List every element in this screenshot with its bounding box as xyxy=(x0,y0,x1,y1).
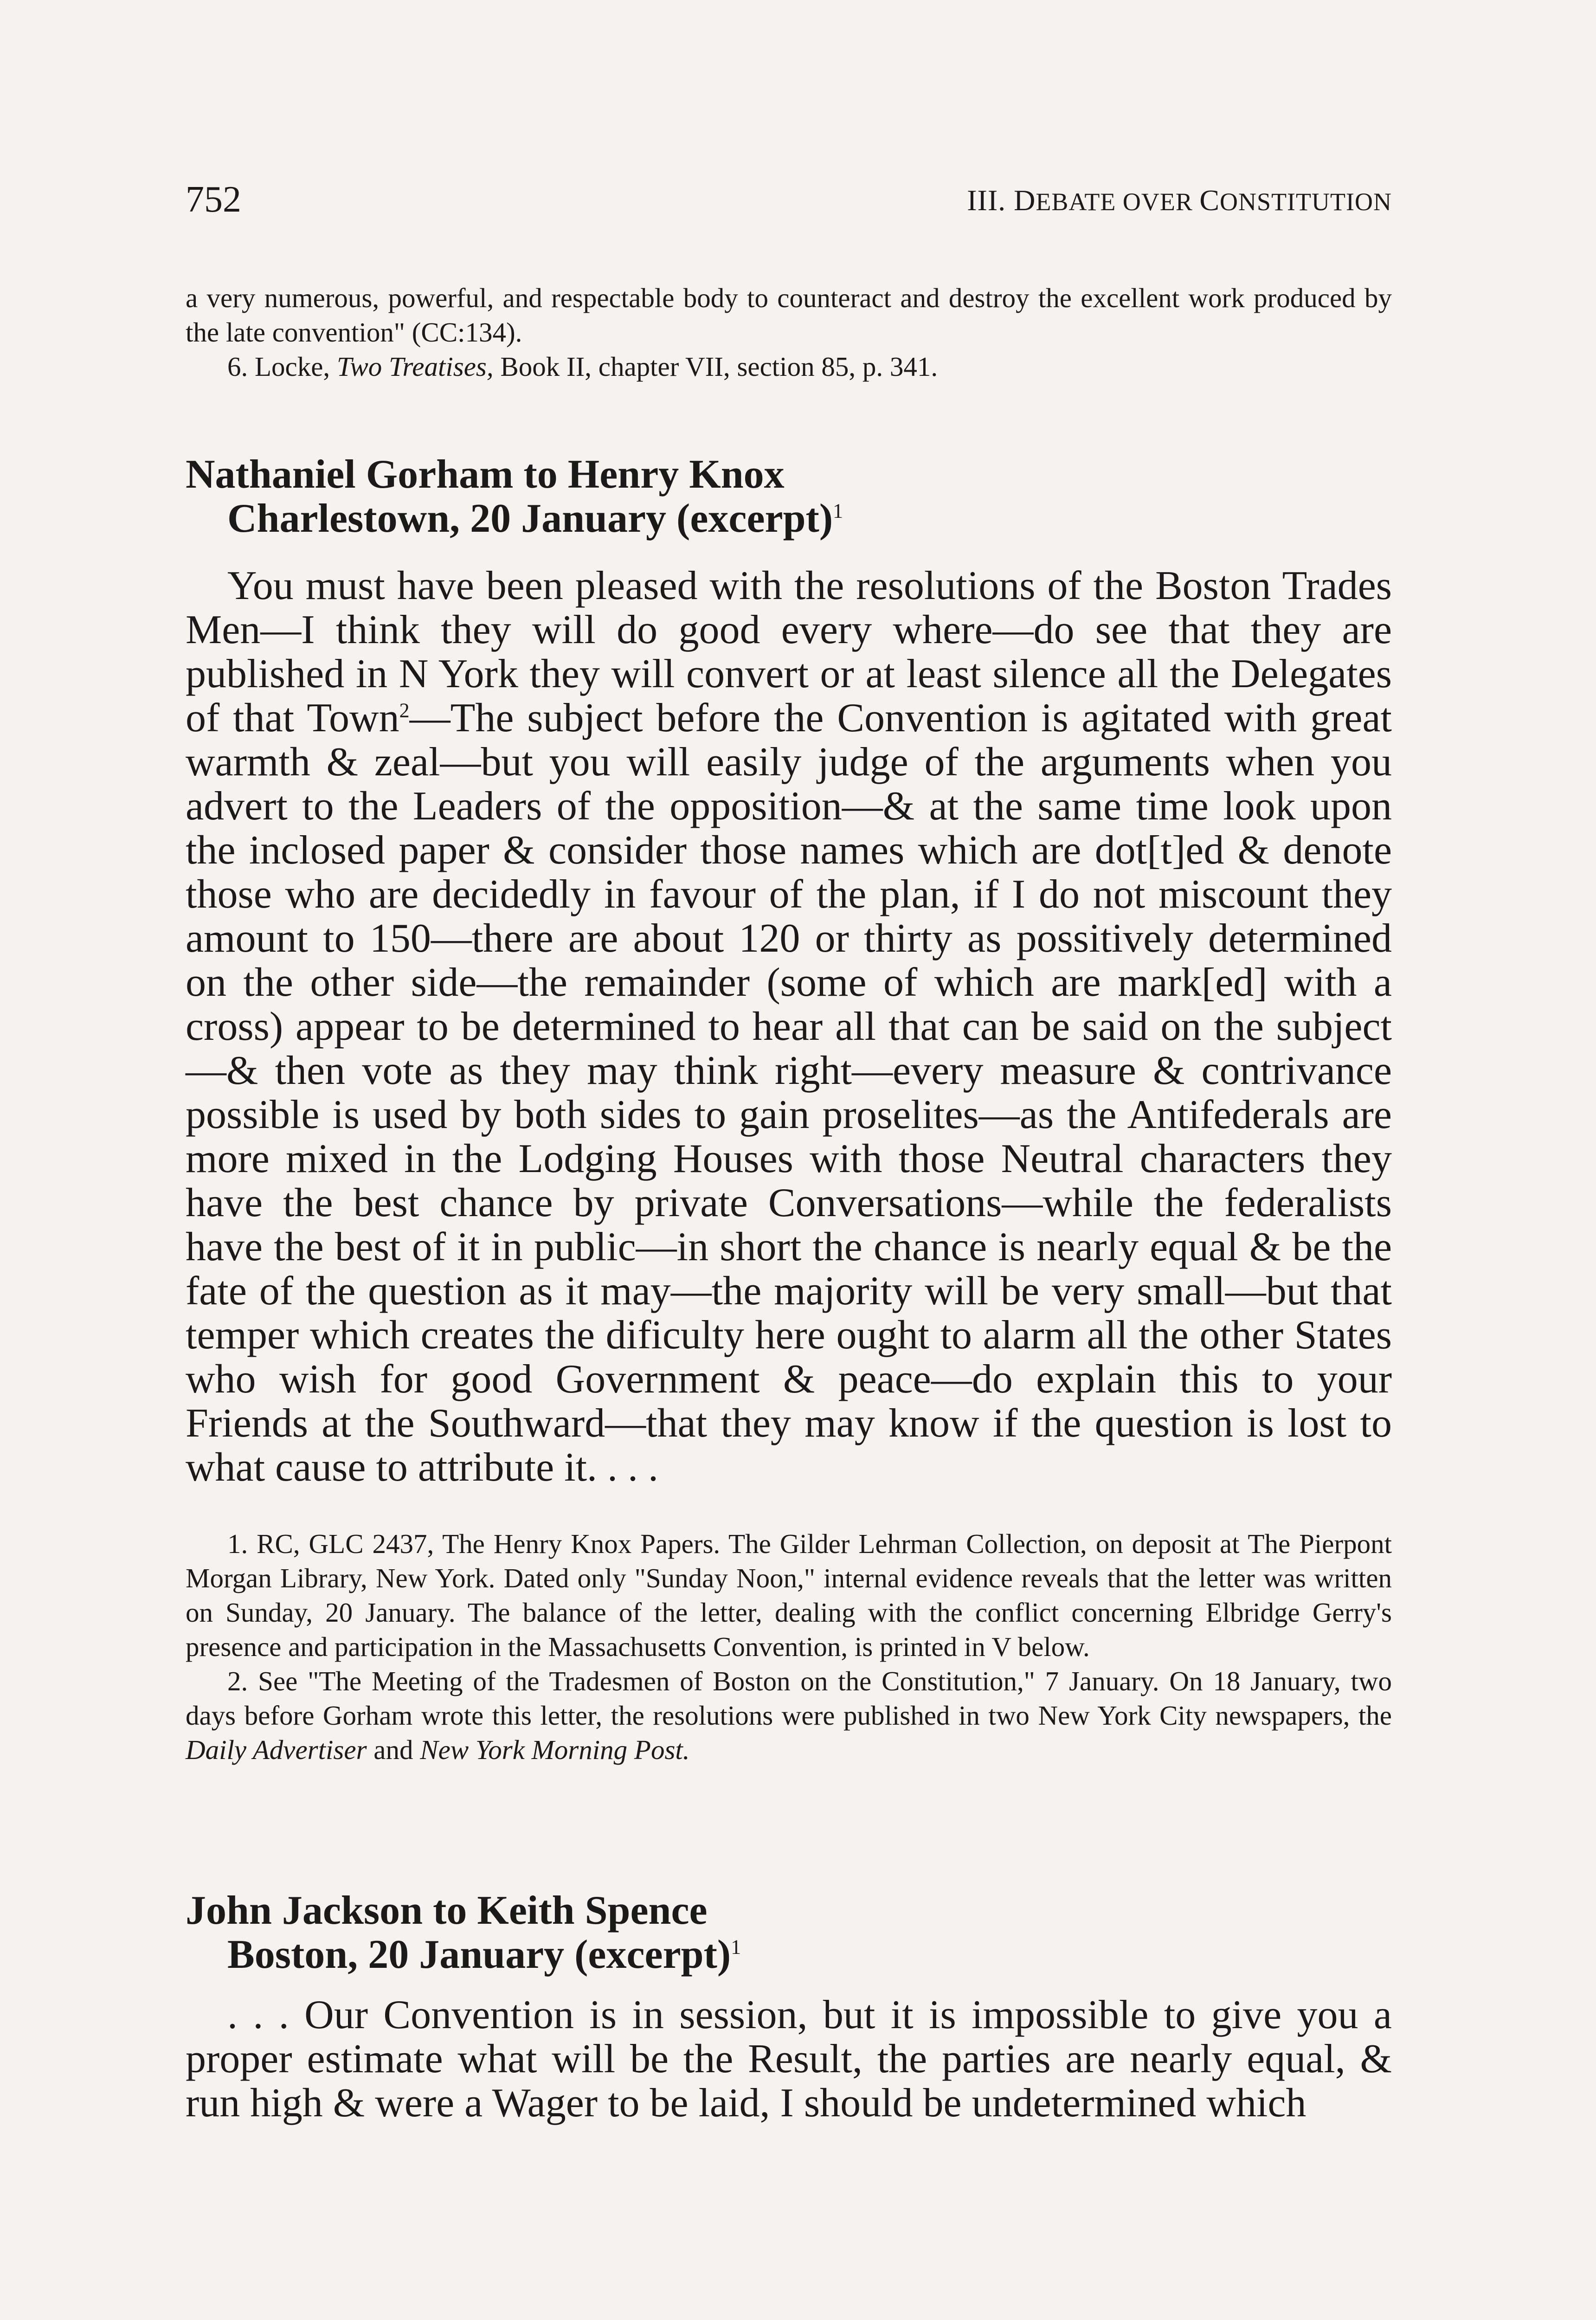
footnote-5-continuation: a very numerous, powerful, and respectable body to counteract and destroy the excellent work produced by the late convention" (CC:134). xyxy=(186,283,1392,348)
letter-2-dateline-text: Boston, 20 January (excerpt) xyxy=(227,1932,731,1977)
letter-1-footnote-1: 1. RC, GLC 2437, The Henry Knox Papers. The Gilder Lehrman Collection, on deposit at The Pierpont Morgan Library, New York. Dated only "Sunday Noon," internal evidence reveals that the letter was written on Sunday, 20 January. The balance of the letter, dealing with the conflict concerning Elbridge Gerry's presence and participation in the Massachusetts Convention, is printed in V below. xyxy=(186,1528,1392,1662)
footnote-6-rest: Book II, chapter VII, section 85, p. 341. xyxy=(493,351,938,382)
letter-1-text-part-1: You must have been pleased with the resolutions of the Boston Trades Men—I think they will do good every where—do see that they are published in N York they will convert or at least silence all the Delegates of that Town xyxy=(186,563,1392,741)
letter-1-dateline xyxy=(186,496,1392,541)
letter-2-note-marker: 1 xyxy=(731,1935,741,1959)
letter-1-footnote-2-text: 2. See "The Meeting of the Tradesmen of Boston on the Constitution," 7 January. On 18 January, two days before Gorham wrote this letter, the resolutions were published in two New York City newspapers, the xyxy=(186,1666,1392,1731)
running-title-small-caps-1: EBATE OVER xyxy=(1036,188,1200,216)
footnote-6 xyxy=(186,349,1392,384)
running-header xyxy=(186,179,1392,230)
letter-1-note-marker: 1 xyxy=(833,499,843,522)
footnote-2-newspaper-2: New York Morning Post. xyxy=(420,1734,690,1765)
letter-2-title: John Jackson to Keith Spence xyxy=(186,1888,708,1933)
letter-1-footnotes xyxy=(186,1527,1392,1767)
letter-1-body xyxy=(186,564,1392,1489)
running-title-main: III. D xyxy=(967,184,1036,217)
letter-1-title: Nathaniel Gorham to Henry Knox xyxy=(186,452,785,497)
letter-1-text-note-marker: 2 xyxy=(399,699,410,722)
letter-1-paragraph xyxy=(186,564,1392,1489)
page-number: 752 xyxy=(186,179,241,220)
letter-1-text-part-2: —The subject before the Convention is agitated with great warmth & zeal—but you will easily judge of the arguments when you advert to the Leaders of the opposition—& at the same time look upon the inclosed paper & consider those names which are dot[t]ed & denote those who are decidedly in favour of the plan, if I do not miscount they amount to 150—there are about 120 or thirty as possitively determined on the other side—the remainder (some of which are mark[ed] with a cross) appear to be determined to hear all that can be said on the subject—& then vote as they may think right—every measure & contrivance possible is used by both sides to gain proselites—as the Antifederals are more mixed in the Lodging Houses with those Neutral characters they have the best chance by private Conversations—while the federalists have the best of it in public—in short the chance is nearly equal & be the fate of the question as it may—the majority will be very small—but that temper which creates the dificulty here ought to alarm all the other States who wish for good Government & peace—do explain this to your Friends at the Southward—that they may know if the question is lost to what cause to attribute it. . . . xyxy=(186,696,1392,1490)
letter-1-footnote-2 xyxy=(186,1664,1392,1767)
footnote-6-title: Two Treatises, xyxy=(336,351,494,382)
letter-2-paragraph: . . . Our Convention is in session, but it is impossible to give you a proper estimate what will be the Result, the parties are nearly equal, & run high & were a Wager to be laid, I should be undetermined which xyxy=(186,1992,1392,2126)
running-title-cap: C xyxy=(1199,184,1220,217)
footnote-2-newspaper-1: Daily Advertiser xyxy=(186,1734,367,1765)
letter-2-dateline xyxy=(186,1933,1392,1977)
letter-1-dateline-text: Charlestown, 20 January (excerpt) xyxy=(227,496,833,541)
letter-2-heading xyxy=(186,1888,1392,1977)
running-title xyxy=(967,183,1392,218)
running-title-small-caps-2: ONSTITUTION xyxy=(1220,188,1392,216)
letter-1-heading xyxy=(186,452,1392,541)
footnote-2-and: and xyxy=(367,1734,420,1765)
prior-footnotes xyxy=(186,281,1392,384)
letter-2-body xyxy=(186,1993,1392,2125)
footnote-6-lead: 6. Locke, xyxy=(227,351,337,382)
